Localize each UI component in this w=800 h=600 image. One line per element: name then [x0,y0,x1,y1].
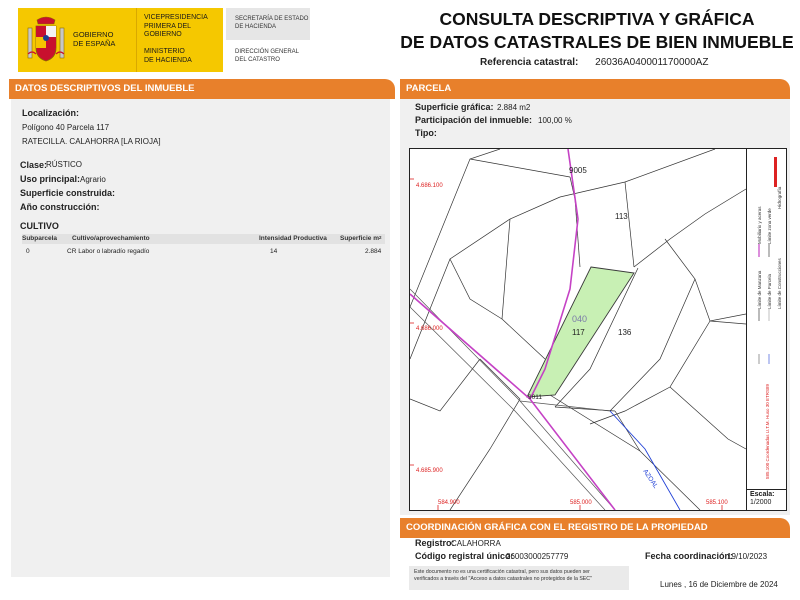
document-title: CONSULTA DESCRIPTIVA Y GRÁFICA DE DATOS CATASTRALES DE BIEN INMUEBLE [400,9,794,52]
parcel-banner: PARCELA [400,79,790,99]
main-use-label: Uso principal: [20,174,81,184]
location-line-2: RATECILLA. CALAHORRA [LA RIOJA] [22,137,161,146]
table-cell-area: 2.884 [365,248,382,255]
watercourse [610,411,680,510]
property-data-banner: DATOS DESCRIPTIVOS DEL INMUEBLE [9,79,395,99]
legend-col-1c: Límite de Construcciones [777,258,782,309]
directorate-label: DIRECCIÓN GENERAL DEL CATASTRO [235,49,300,63]
coordination-date-value: 19/10/2023 [727,552,768,561]
map-scale [746,489,786,510]
parcel-number-040: 040 [572,314,588,324]
cadastral-reference-label: Referencia catastral: [480,57,579,68]
easting-label-1: 584.900 [438,500,460,506]
legend-col-1b: Límite de Parcela [767,273,772,309]
vicepresidency-label: VICEPRESIDENCIA PRIMERA DEL GOBIERNO [144,14,208,38]
easting-label-3: 585.100 [706,500,728,506]
registry-value: CALAHORRA [451,539,501,548]
cultivation-heading: CULTIVO [20,221,59,231]
northing-label-1: 4.686.100 [416,183,443,189]
table-cell-intensity: 14 [270,248,278,255]
table-cell-subparcel: 0 [26,248,30,255]
legend-crs: 585.100 Coordenadas U.T.M. Huso 30 ETRS89 [765,383,770,479]
map-legend [746,149,786,489]
construction-year-label: Año construcción: [20,202,100,212]
ministry-label: MINISTERIO DE HACIENDA [144,48,192,64]
coordination-date-label: Fecha coordinación: [645,551,734,561]
location-line-1: Polígono 40 Parcela 117 [22,123,110,132]
graphic-area-value: 2.884 m2 [497,103,531,112]
legend-col-1a: Límite de Manzana [757,270,762,309]
participation-label: Participación del inmueble: [415,115,533,125]
legend-col-2c: Hidrografía [777,186,782,209]
participation-value: 100,00 % [538,116,572,125]
parcel-number-136: 136 [618,328,632,337]
cadastral-reference-value: 26036A040001170000AZ [595,57,709,68]
parcel-number-9005: 9005 [569,166,587,175]
col-header-area: Superficie $m^2$ [340,235,382,242]
registry-label: Registro: [415,538,455,548]
scale-label: Escala: [750,491,775,498]
class-label: Clase: [20,160,48,170]
class-value: RÚSTICO [46,160,82,169]
cadastral-reference [480,57,708,68]
table-cell-crop: CR Labor o labradío regadío [67,248,150,255]
col-header-intensity: Intensidad Productiva [259,235,327,242]
easting-label-2: 585.000 [570,500,592,506]
secretariat-label: SECRETARÍA DE ESTADO DE HACIENDA [235,16,309,30]
disclaimer-box: Este documento no es una certificación catastral, pero sus datos pueden ser verificados a través del "Acceso a datos catastrales no protegidos de la SEC" [409,566,629,590]
government-header-strip [18,8,223,72]
scale-value: 1/2000 [750,499,772,506]
parcel-number-113: 113 [615,212,628,221]
built-area-label: Superficie construida: [20,188,116,198]
issue-date: Lunes , 16 de Diciembre de 2024 [660,580,778,589]
property-data-panel [11,97,390,577]
col-header-crop: Cultivo/aprovechamiento [72,235,150,242]
parcel-number-117: 117 [572,328,585,337]
graphic-area-label: Superficie gráfica: [415,102,494,112]
map-drawing [410,149,746,510]
registry-code-label: Código registral único: [415,551,514,561]
header-divider [136,8,137,72]
main-use-value: Agrario [80,175,106,184]
registry-code-value: 26003000257779 [506,552,569,561]
northing-label-2: 4.686.000 [416,326,443,332]
northing-label-3: 4.685.900 [416,468,443,474]
legend-col-2b: Límite zona verde [767,208,772,244]
cadastral-map[interactable] [409,148,787,511]
coat-of-arms-icon [26,14,66,66]
government-name: GOBIERNO DE ESPAÑA [73,30,116,48]
road-label: AZOAL [641,468,660,490]
registry-coordination-banner: COORDINACIÓN GRÁFICA CON EL REGISTRO DE LA PROPIEDAD [400,518,790,538]
location-label: Localización: [22,108,80,118]
type-label: Tipo: [415,128,437,138]
parcel-number-9011: 9011 [528,394,542,401]
col-header-subparcel: Subparcela [22,235,58,242]
legend-col-2a: Mobiliario y aceras [757,206,762,244]
